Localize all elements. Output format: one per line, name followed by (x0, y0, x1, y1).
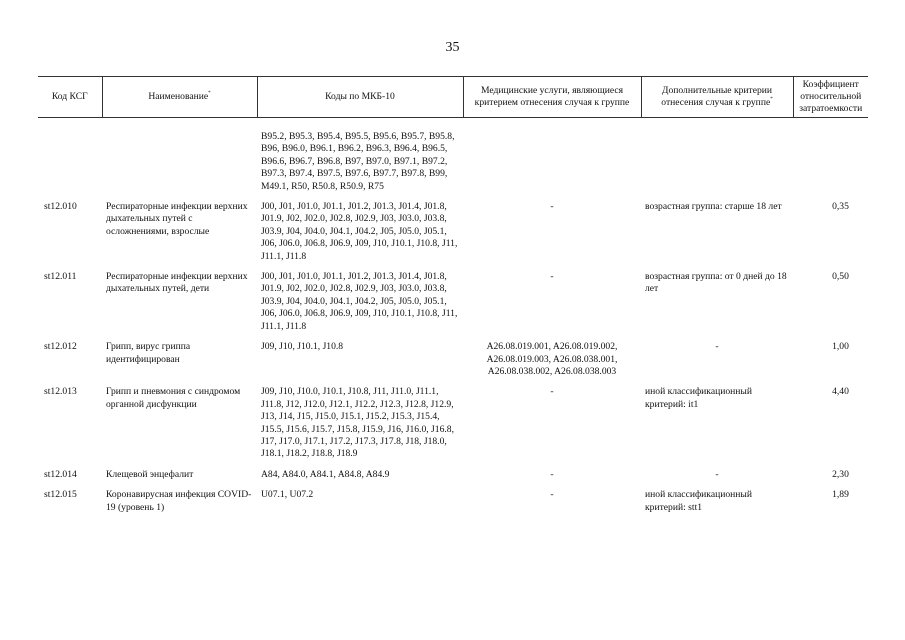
header-code: Код КСГ (38, 77, 102, 118)
cell-coeff: 1,00 (832, 341, 849, 353)
ksg-table (38, 76, 868, 514)
cell-services: - (550, 201, 554, 213)
cell-services: - (550, 386, 554, 398)
cell-criteria: возрастная группа: старше 18 лет (645, 201, 782, 213)
cell-mkb: A84, A84.0, A84.1, A84.8, A84.9 (261, 468, 390, 480)
header-services: Медицинские услуги, являющиеся критерием отнесения случая к группе (463, 77, 641, 118)
cell-name (102, 118, 257, 194)
cell-coeff (793, 118, 868, 194)
header-name-footnote: * (208, 91, 211, 96)
cell-criteria (641, 118, 793, 194)
page-number: 35 (445, 40, 460, 55)
cell-services (463, 118, 641, 194)
cell-criteria: иной классификационный критерий: it1 (645, 386, 752, 410)
cell-mkb: J09, J10, J10.1, J10.8 (261, 341, 344, 353)
table-row (38, 263, 868, 333)
cell-coeff: 0,50 (832, 271, 849, 283)
cell-name: Респираторные инфекции верхних дыхательных путей, дети (106, 271, 248, 295)
cell-code (38, 118, 102, 194)
header-criteria: Дополнительные критерии отнесения случая к группе* (641, 77, 793, 118)
cell-criteria: иной классификационный критерий: stt1 (645, 489, 752, 513)
cell-criteria: - (715, 468, 719, 480)
cell-criteria: возрастная группа: от 0 дней до 18 лет (645, 271, 787, 295)
cell-name: Грипп и пневмония с синдромом органной дисфункции (106, 386, 241, 410)
cell-coeff: 0,35 (832, 201, 849, 213)
cell-mkb: J00, J01, J01.0, J01.1, J01.2, J01.3, J01.4, J01.8, J01.9, J02, J02.0, J02.8, J02.9, J03, J03.0, J03.8, J03.9, J04, J04.0, J04.1, J04.2, J05, J05.0, J05.1, J06, J06.0, J06.8, J06.9, J09, J10, J10.1, J10.8, J11, J11.1, J11.8 (261, 271, 458, 332)
header-criteria-footnote: * (770, 97, 773, 102)
cell-name: Грипп, вирус гриппа идентифицирован (106, 341, 191, 365)
table-row (38, 378, 868, 460)
cell-criteria: - (715, 341, 719, 353)
header-mkb: Коды по МКБ-10 (257, 77, 463, 118)
table-row (38, 333, 868, 378)
cell-code: st12.014 (44, 468, 77, 480)
cell-coeff: 4,40 (832, 386, 849, 398)
cell-services: - (550, 271, 554, 283)
cell-services: - (550, 468, 554, 480)
cell-services: A26.08.019.001, A26.08.019.002, A26.08.019.003, A26.08.038.001, A26.08.038.002, A26.08.038.003 (486, 341, 618, 377)
cell-code: st12.011 (44, 271, 77, 283)
header-name: Наименование* (102, 77, 257, 118)
table-header-row (38, 77, 868, 118)
cell-mkb: B95.2, B95.3, B95.4, B95.5, B95.6, B95.7, B95.8, B96, B96.0, B96.1, B96.2, B96.3, B96.4, B96.5, B96.6, B96.7, B96.8, B97, B97.0, B97.1, B97.2, B97.3, B97.4, B97.5, B97.6, B97.7, B97.8, B99, M49.1, R50, R50.8, R50.9, R75 (261, 131, 455, 192)
cell-coeff: 2,30 (832, 468, 849, 480)
cell-services: - (550, 489, 554, 501)
cell-mkb: U07.1, U07.2 (261, 489, 314, 501)
table-row (38, 461, 868, 481)
table-row (38, 193, 868, 263)
table-row (38, 481, 868, 514)
cell-mkb: J00, J01, J01.0, J01.1, J01.2, J01.3, J01.4, J01.8, J01.9, J02, J02.0, J02.8, J02.9, J03, J03.0, J03.8, J03.9, J04, J04.0, J04.1, J04.2, J05, J05.0, J05.1, J06, J06.0, J06.8, J06.9, J09, J10, J10.1, J10.8, J11, J11.1, J11.8 (261, 201, 458, 262)
cell-coeff: 1,89 (832, 489, 849, 501)
table-row-continuation (38, 118, 868, 194)
header-coeff: Коэффициент относительной затратоемкости (793, 77, 868, 118)
cell-code: st12.015 (44, 489, 77, 501)
cell-mkb: J09, J10, J10.0, J10.1, J10.8, J11, J11.0, J11.1, J11.8, J12, J12.0, J12.1, J12.2, J12.3, J12.8, J12.9, J13, J14, J15, J15.0, J15.1, J15.2, J15.3, J15.4, J15.5, J15.6, J15.7, J15.8, J15.9, J16, J16.0, J16.8, J17, J17.0, J17.1, J17.2, J17.3, J17.8, J18, J18.0, J18.1, J18.2, J18.8, J18.9 (261, 386, 454, 460)
cell-name: Коронавирусная инфекция COVID-19 (уровень 1) (106, 489, 252, 513)
cell-name: Клещевой энцефалит (106, 468, 194, 480)
cell-code: st12.012 (44, 341, 77, 353)
cell-name: Респираторные инфекции верхних дыхательных путей с осложнениями, взрослые (106, 201, 248, 237)
cell-code: st12.010 (44, 201, 77, 213)
cell-code: st12.013 (44, 386, 77, 398)
